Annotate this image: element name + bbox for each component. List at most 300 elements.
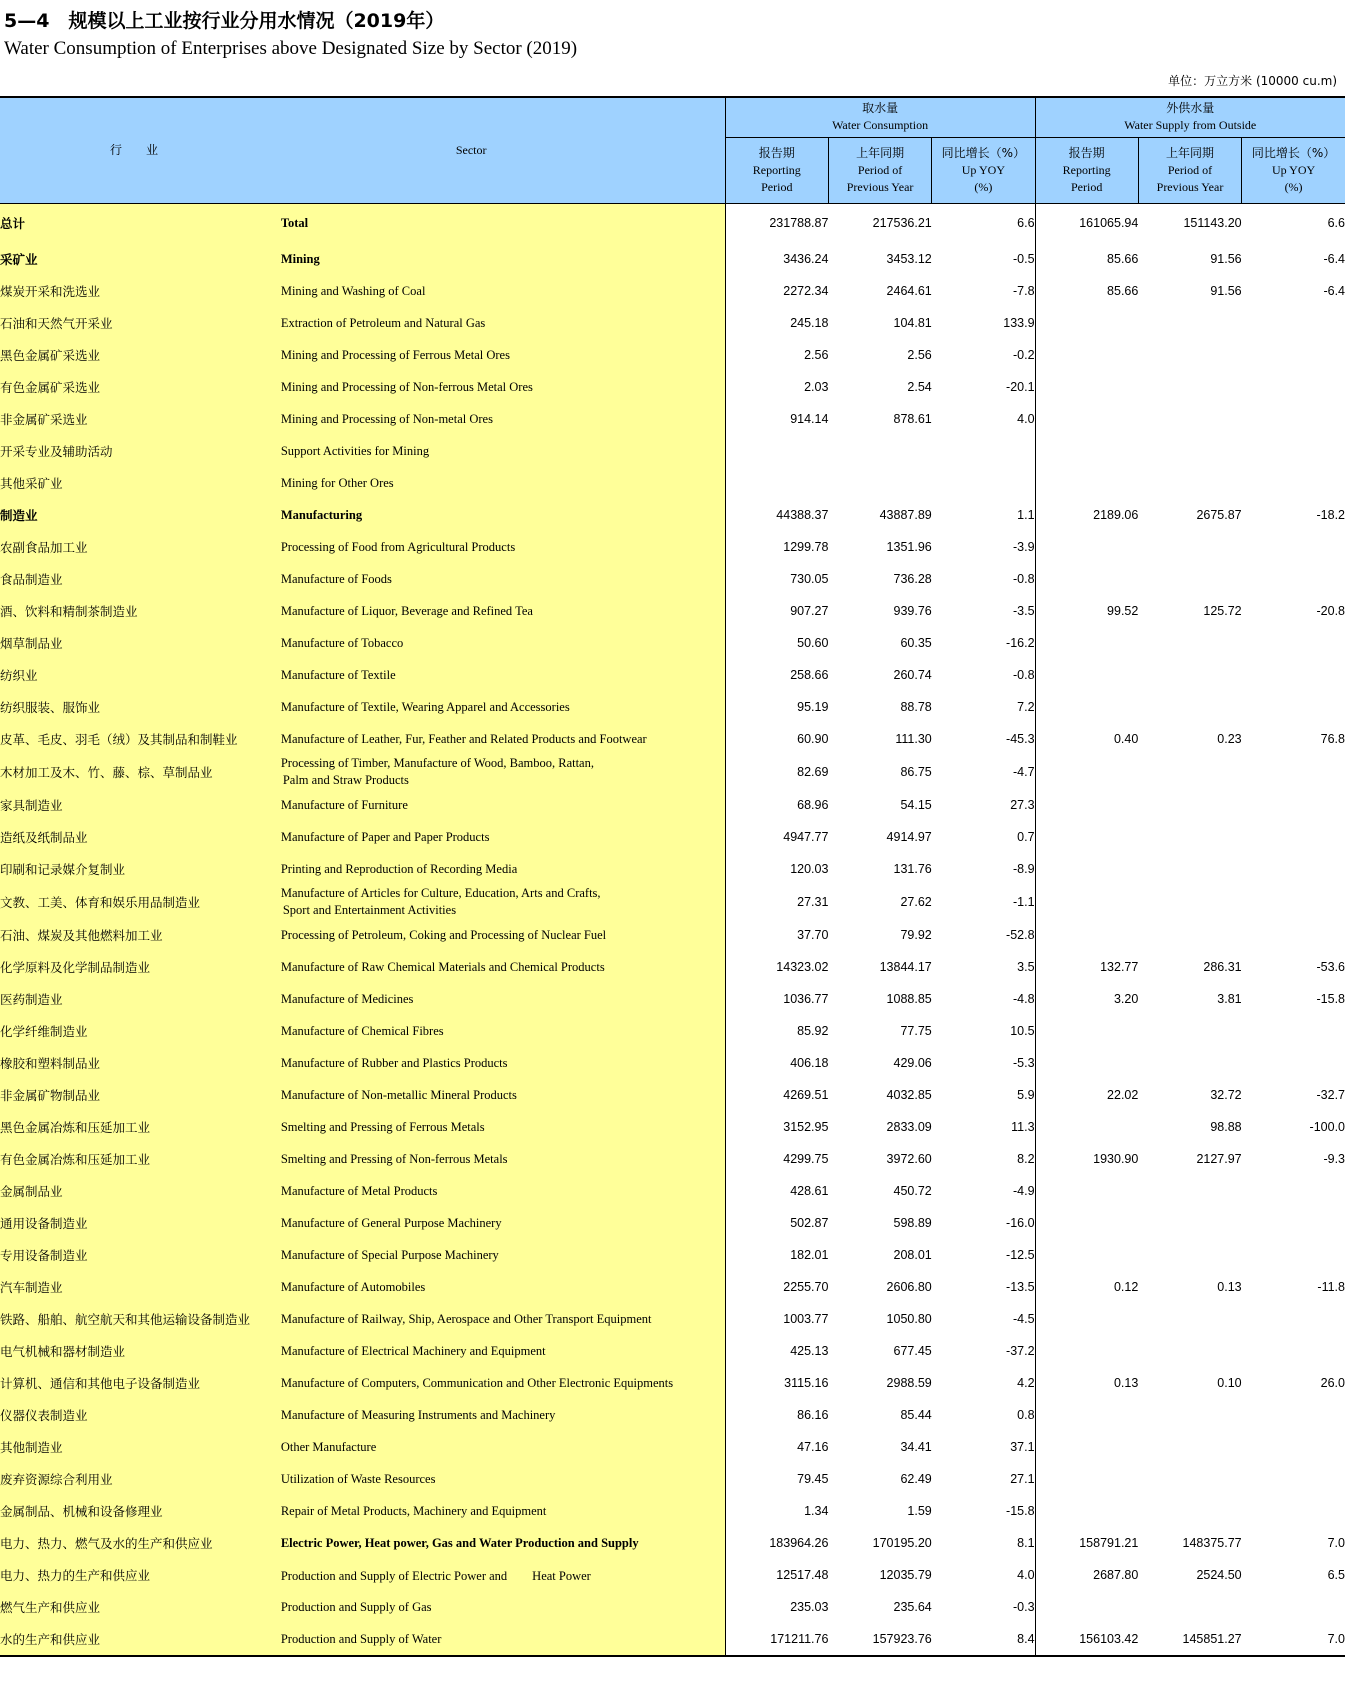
water-supply-reporting-cell: 132.77 — [1035, 951, 1138, 983]
water-consumption-previous-cell: 104.81 — [893, 316, 932, 330]
water-supply-yoy-cell — [1242, 1495, 1345, 1527]
table-row — [0, 1623, 1345, 1656]
water-supply-reporting-cell — [1035, 1495, 1138, 1527]
water-supply-previous-cell: 151143.20 — [1183, 216, 1242, 231]
water-consumption-yoy-cell: 27.3 — [1010, 798, 1035, 812]
water-supply-previous-cell — [1138, 755, 1241, 789]
header-sector-cn: 行 业 — [0, 97, 281, 203]
sector-name-cn: 纺织服装、服饰业 — [0, 691, 281, 723]
water-supply-previous-cell — [1138, 403, 1241, 435]
sector-name-en: Repair of Metal Products, Machinery and Equipment — [281, 1495, 725, 1527]
water-consumption-reporting-cell: 68.96 — [725, 789, 828, 821]
sector-name-en: Production and Supply of Electric Power and Heat Power — [281, 1559, 725, 1591]
water-supply-yoy-cell: -6.4 — [1323, 252, 1345, 266]
water-consumption-previous-cell: 77.75 — [900, 1024, 932, 1038]
water-consumption-reporting-cell: 231788.87 — [725, 203, 828, 243]
water-supply-previous-cell — [1138, 307, 1241, 339]
water-supply-yoy-cell — [1242, 1335, 1345, 1367]
water-supply-reporting-cell — [1035, 563, 1138, 595]
sector-name-cn: 印刷和记录媒介复制业 — [0, 853, 281, 885]
water-consumption-reporting-cell: 44388.37 — [725, 499, 828, 531]
water-consumption-yoy-cell: 0.7 — [1017, 830, 1035, 844]
sector-name-en: Manufacturing — [281, 499, 725, 531]
water-supply-reporting-cell: 22.02 — [1035, 1079, 1138, 1111]
water-supply-reporting-cell: 85.66 — [1035, 243, 1138, 275]
sector-name-en: Manufacture of Chemical Fibres — [281, 1015, 725, 1047]
water-consumption-yoy-cell: -3.9 — [1012, 540, 1035, 554]
water-consumption-previous-cell — [828, 467, 931, 499]
table-row — [0, 789, 1345, 821]
water-consumption-yoy-cell: 5.9 — [1017, 1088, 1035, 1102]
sector-name-en: Processing of Food from Agricultural Products — [281, 531, 725, 563]
sector-name-en: Extraction of Petroleum and Natural Gas — [281, 307, 725, 339]
water-supply-yoy-cell — [1242, 1463, 1345, 1495]
water-supply-yoy-cell: -20.8 — [1316, 604, 1345, 618]
water-supply-previous-cell: 2127.97 — [1196, 1152, 1242, 1166]
water-consumption-previous-cell: 1050.80 — [886, 1312, 932, 1326]
water-supply-reporting-cell — [1035, 1015, 1138, 1047]
sector-name-cn: 化学纤维制造业 — [0, 1015, 281, 1047]
sector-name-en: Mining and Processing of Non-ferrous Metal Ores — [281, 371, 725, 403]
sector-name-cn: 其他采矿业 — [0, 467, 281, 499]
sector-name-cn: 造纸及纸制品业 — [0, 821, 281, 853]
sector-name-cn: 家具制造业 — [0, 789, 281, 821]
water-consumption-previous-cell: 260.74 — [893, 668, 932, 682]
water-supply-yoy-cell — [1242, 435, 1345, 467]
water-supply-previous-cell — [1138, 1495, 1241, 1527]
water-consumption-reporting-cell: 120.03 — [725, 853, 828, 885]
water-supply-reporting-cell: 0.12 — [1035, 1271, 1138, 1303]
table-row — [0, 1239, 1345, 1271]
water-supply-reporting-cell — [1035, 691, 1138, 723]
water-consumption-previous-cell: 598.89 — [893, 1216, 932, 1230]
water-supply-previous-cell — [1138, 853, 1241, 885]
water-consumption-reporting-cell: 4299.75 — [725, 1143, 828, 1175]
sector-name-en-line1: Processing of Timber, Manufacture of Wood, Bamboo, Rattan, — [280, 756, 594, 770]
sector-name-en: Manufacture of Special Purpose Machinery — [281, 1239, 725, 1271]
water-consumption-previous-cell: 736.28 — [893, 572, 932, 586]
sector-name-en: Manufacture of Leather, Fur, Feather and Related Products and Footwear — [281, 723, 725, 755]
water-consumption-yoy-cell: 6.6 — [1017, 216, 1035, 231]
water-consumption-yoy-cell: -7.8 — [1012, 284, 1035, 298]
water-supply-previous-cell — [1138, 435, 1241, 467]
water-consumption-reporting-cell: 95.19 — [725, 691, 828, 723]
water-consumption-reporting-cell: 183964.26 — [725, 1527, 828, 1559]
water-consumption-yoy-cell: -0.8 — [1012, 668, 1035, 682]
water-supply-yoy-cell — [1242, 627, 1345, 659]
sector-name-cn: 金属制品业 — [0, 1175, 281, 1207]
water-consumption-previous-cell: 86.75 — [900, 765, 932, 779]
sector-name-en-line1: Manufacture of Articles for Culture, Education, Arts and Crafts, — [280, 886, 601, 900]
water-consumption-reporting-cell: 1036.77 — [725, 983, 828, 1015]
water-consumption-previous-cell: 677.45 — [893, 1344, 932, 1358]
water-consumption-reporting-cell: 406.18 — [725, 1047, 828, 1079]
water-consumption-previous-cell: 4914.97 — [886, 830, 932, 844]
table-row — [0, 1303, 1345, 1335]
water-supply-previous-cell: 286.31 — [1203, 960, 1242, 974]
water-consumption-yoy-cell: 133.9 — [1003, 316, 1035, 330]
table-row — [0, 951, 1345, 983]
sector-name-en: Printing and Reproduction of Recording Media — [281, 853, 725, 885]
water-supply-previous-cell: 0.13 — [1217, 1280, 1242, 1294]
sector-name-en: Manufacture of Automobiles — [281, 1271, 725, 1303]
water-consumption-previous-cell: 111.30 — [895, 732, 932, 746]
table-row — [0, 755, 1345, 789]
sector-name-en: Manufacture of Foods — [281, 563, 725, 595]
water-consumption-reporting-cell: 86.16 — [725, 1399, 828, 1431]
water-supply-reporting-cell — [1035, 1431, 1138, 1463]
water-consumption-yoy-cell: -4.8 — [1012, 992, 1035, 1006]
sector-name-en: Smelting and Pressing of Non-ferrous Metals — [281, 1143, 725, 1175]
sector-name-en: Manufacture of Furniture — [281, 789, 725, 821]
water-consumption-yoy-cell: -16.2 — [1006, 636, 1035, 650]
sector-name-cn: 专用设备制造业 — [0, 1239, 281, 1271]
water-supply-reporting-cell — [1035, 1335, 1138, 1367]
water-supply-previous-cell: 145851.27 — [1138, 1623, 1241, 1656]
sector-name-en: Manufacture of Rubber and Plastics Products — [281, 1047, 725, 1079]
sector-name-en: Manufacture of Railway, Ship, Aerospace and Other Transport Equipment — [281, 1303, 725, 1335]
water-supply-yoy-cell: -11.8 — [1317, 1280, 1345, 1294]
water-consumption-previous-cell: 2988.59 — [886, 1376, 932, 1390]
water-consumption-yoy-cell: -37.2 — [1006, 1344, 1035, 1358]
water-consumption-reporting-cell: 47.16 — [725, 1431, 828, 1463]
water-consumption-reporting-cell: 12517.48 — [725, 1559, 828, 1591]
sector-name-cn: 电力、热力的生产和供应业 — [0, 1559, 281, 1591]
sector-name-en: Manufacture of Raw Chemical Materials and Chemical Products — [281, 951, 725, 983]
header-yoy-2: 同比增长（%） Up YOY (%) — [1242, 137, 1345, 203]
water-supply-yoy-cell — [1242, 789, 1345, 821]
table-row — [0, 1271, 1345, 1303]
water-consumption-reporting-cell: 502.87 — [725, 1207, 828, 1239]
table-row — [0, 1463, 1345, 1495]
water-supply-reporting-cell — [1035, 531, 1138, 563]
water-supply-previous-cell: 91.56 — [1210, 284, 1242, 298]
sector-name-cn: 有色金属冶炼和压延加工业 — [0, 1143, 281, 1175]
sector-name-en: Manufacture of Liquor, Beverage and Refined Tea — [281, 595, 725, 627]
table-row — [0, 723, 1345, 755]
water-supply-yoy-cell — [1242, 1239, 1345, 1271]
water-consumption-previous-cell: 3453.12 — [886, 252, 932, 266]
water-consumption-reporting-cell: 1.34 — [725, 1495, 828, 1527]
water-supply-yoy-cell: -6.4 — [1323, 284, 1345, 298]
table-row — [0, 1559, 1345, 1591]
water-supply-reporting-cell: 1930.90 — [1035, 1143, 1138, 1175]
sector-name-en: Support Activities for Mining — [281, 435, 725, 467]
table-row — [0, 1335, 1345, 1367]
water-consumption-reporting-cell: 37.70 — [725, 919, 828, 951]
table-row — [0, 1431, 1345, 1463]
water-consumption-previous-cell: 43887.89 — [879, 508, 932, 522]
water-consumption-reporting-cell: 2255.70 — [725, 1271, 828, 1303]
table-row — [0, 563, 1345, 595]
water-consumption-yoy-cell: -1.1 — [1012, 895, 1035, 909]
water-consumption-previous-cell: 2.56 — [907, 348, 932, 362]
water-consumption-reporting-cell: 730.05 — [725, 563, 828, 595]
sector-name-cn: 文教、工美、体育和娱乐用品制造业 — [0, 885, 281, 919]
water-consumption-previous-cell — [828, 435, 931, 467]
sector-name-en: Mining for Other Ores — [281, 467, 725, 499]
header-sector-en: Sector — [281, 97, 725, 203]
water-consumption-reporting-cell: 2.03 — [725, 371, 828, 403]
table-row — [0, 1175, 1345, 1207]
sector-name-en: Processing of Petroleum, Coking and Processing of Nuclear Fuel — [281, 919, 725, 951]
water-supply-reporting-cell — [1035, 659, 1138, 691]
water-consumption-yoy-cell: 4.0 — [1017, 1568, 1035, 1582]
water-supply-previous-cell — [1138, 339, 1241, 371]
water-supply-previous-cell — [1138, 531, 1241, 563]
water-consumption-reporting-cell: 907.27 — [725, 595, 828, 627]
water-supply-yoy-cell — [1242, 1207, 1345, 1239]
water-consumption-reporting-cell: 182.01 — [725, 1239, 828, 1271]
sector-name-cn: 煤炭开采和洗选业 — [0, 275, 281, 307]
water-supply-yoy-cell — [1242, 853, 1345, 885]
water-consumption-previous-cell: 12035.79 — [879, 1568, 932, 1582]
table-row — [0, 983, 1345, 1015]
water-supply-previous-cell — [1138, 1591, 1241, 1623]
sector-name-cn: 燃气生产和供应业 — [0, 1591, 281, 1623]
sector-name-en: Total — [281, 203, 725, 243]
water-consumption-yoy-cell — [932, 435, 1035, 467]
water-consumption-yoy-cell: 10.5 — [1010, 1024, 1035, 1038]
water-supply-reporting-cell — [1035, 755, 1138, 789]
water-consumption-reporting-cell: 428.61 — [725, 1175, 828, 1207]
sector-name-en: Manufacture of Measuring Instruments and Machinery — [281, 1399, 725, 1431]
header-previous-year-1: 上年同期 Period of Previous Year — [828, 137, 931, 203]
header-water-consumption: 取水量 Water Consumption — [725, 97, 1035, 137]
water-supply-previous-cell: 0.10 — [1217, 1376, 1242, 1390]
water-consumption-yoy-cell: 0.8 — [1017, 1408, 1035, 1422]
water-supply-reporting-cell: 0.40 — [1035, 723, 1138, 755]
water-supply-previous-cell — [1138, 821, 1241, 853]
table-row — [0, 1079, 1345, 1111]
sector-name-en: Manufacture of Computers, Communication and Other Electronic Equipments — [281, 1367, 725, 1399]
water-consumption-yoy-cell: 8.1 — [1017, 1536, 1035, 1550]
water-supply-reporting-cell — [1035, 1399, 1138, 1431]
water-consumption-reporting-cell: 245.18 — [725, 307, 828, 339]
table-row — [0, 1591, 1345, 1623]
water-supply-previous-cell — [1138, 1015, 1241, 1047]
sector-name-en: Manufacture of Tobacco — [281, 627, 725, 659]
water-consumption-yoy-cell: -0.8 — [1012, 572, 1035, 586]
water-supply-previous-cell — [1138, 1463, 1241, 1495]
water-consumption-previous-cell: 4032.85 — [886, 1088, 932, 1102]
water-consumption-previous-cell: 131.76 — [893, 862, 932, 876]
water-supply-reporting-cell — [1035, 885, 1138, 919]
sector-name-cn: 废弃资源综合利用业 — [0, 1463, 281, 1495]
sector-name-cn: 电气机械和器材制造业 — [0, 1335, 281, 1367]
sector-name-en — [281, 885, 725, 919]
water-consumption-yoy-cell: -13.5 — [1006, 1280, 1035, 1294]
sector-name-en: Manufacture of General Purpose Machinery — [281, 1207, 725, 1239]
water-supply-previous-cell — [1138, 563, 1241, 595]
water-consumption-previous-cell: 429.06 — [893, 1056, 932, 1070]
water-supply-reporting-cell — [1035, 1175, 1138, 1207]
water-consumption-reporting-cell: 85.92 — [725, 1015, 828, 1047]
sector-name-cn: 黑色金属矿采选业 — [0, 339, 281, 371]
water-supply-previous-cell — [1138, 659, 1241, 691]
water-supply-previous-cell — [1138, 1207, 1241, 1239]
water-supply-yoy-cell — [1242, 1015, 1345, 1047]
sector-name-cn: 制造业 — [0, 499, 281, 531]
water-consumption-previous-cell: 34.41 — [900, 1440, 932, 1454]
water-consumption-reporting-cell: 171211.76 — [725, 1623, 828, 1656]
water-supply-reporting-cell — [1035, 1591, 1138, 1623]
water-consumption-previous-cell: 208.01 — [893, 1248, 932, 1262]
water-consumption-yoy-cell: -16.0 — [1006, 1216, 1035, 1230]
water-consumption-previous-cell: 13844.17 — [879, 960, 932, 974]
header-previous-year-2: 上年同期 Period of Previous Year — [1138, 137, 1241, 203]
table-row — [0, 595, 1345, 627]
water-consumption-reporting-cell: 1003.77 — [725, 1303, 828, 1335]
water-consumption-yoy-cell: -15.8 — [1006, 1504, 1035, 1518]
water-supply-reporting-cell — [1035, 307, 1138, 339]
water-supply-yoy-cell — [1242, 1591, 1345, 1623]
sector-name-cn: 食品制造业 — [0, 563, 281, 595]
water-supply-reporting-cell — [1035, 339, 1138, 371]
sector-name-en: Manufacture of Electrical Machinery and Equipment — [281, 1335, 725, 1367]
water-consumption-reporting-cell — [725, 435, 828, 467]
sector-name-en: Utilization of Waste Resources — [281, 1463, 725, 1495]
sector-name-cn: 计算机、通信和其他电子设备制造业 — [0, 1367, 281, 1399]
water-supply-yoy-cell — [1242, 1175, 1345, 1207]
water-supply-previous-cell — [1138, 1303, 1241, 1335]
table-row — [0, 1495, 1345, 1527]
water-supply-reporting-cell — [1035, 1207, 1138, 1239]
sector-name-cn: 石油和天然气开采业 — [0, 307, 281, 339]
sector-name-en — [281, 755, 725, 789]
sector-name-en-line2: Sport and Entertainment Activities — [282, 903, 457, 917]
water-consumption-reporting-cell: 2272.34 — [725, 275, 828, 307]
water-supply-reporting-cell: 99.52 — [1035, 595, 1138, 627]
sector-name-cn: 总计 — [0, 203, 281, 243]
water-consumption-yoy-cell: 8.4 — [932, 1623, 1035, 1656]
water-consumption-previous-cell: 235.64 — [893, 1600, 932, 1614]
water-consumption-yoy-cell: -8.9 — [1012, 862, 1035, 876]
water-consumption-previous-cell: 878.61 — [893, 412, 932, 426]
table-row — [0, 275, 1345, 307]
sector-name-cn: 采矿业 — [0, 243, 281, 275]
water-consumption-previous-cell: 1088.85 — [886, 992, 932, 1006]
water-consumption-yoy-cell: -5.3 — [1012, 1056, 1035, 1070]
table-row — [0, 371, 1345, 403]
water-supply-previous-cell: 3.81 — [1217, 992, 1242, 1006]
sector-name-cn: 木材加工及木、竹、藤、棕、草制品业 — [0, 755, 281, 789]
water-supply-reporting-cell: 161065.94 — [1035, 203, 1138, 243]
sector-name-cn: 水的生产和供应业 — [0, 1623, 281, 1656]
water-supply-yoy-cell: 26.0 — [1320, 1376, 1345, 1390]
water-consumption-reporting-cell: 4269.51 — [725, 1079, 828, 1111]
sector-name-cn: 石油、煤炭及其他燃料加工业 — [0, 919, 281, 951]
water-consumption-reporting-cell: 914.14 — [725, 403, 828, 435]
water-consumption-previous-cell: 2606.80 — [886, 1280, 932, 1294]
table-row — [0, 659, 1345, 691]
sector-name-en: Smelting and Pressing of Ferrous Metals — [281, 1111, 725, 1143]
water-supply-previous-cell — [1138, 1239, 1241, 1271]
water-consumption-previous-cell: 54.15 — [900, 798, 932, 812]
water-supply-yoy-cell — [1242, 691, 1345, 723]
table-row — [0, 203, 1345, 243]
water-supply-yoy-cell — [1242, 307, 1345, 339]
water-supply-reporting-cell: 158791.21 — [1035, 1527, 1138, 1559]
water-supply-previous-cell — [1138, 789, 1241, 821]
water-supply-reporting-cell: 85.66 — [1035, 275, 1138, 307]
water-supply-reporting-cell — [1035, 1239, 1138, 1271]
water-supply-yoy-cell — [1242, 339, 1345, 371]
water-supply-reporting-cell: 2189.06 — [1035, 499, 1138, 531]
sector-name-en-line2: Palm and Straw Products — [282, 773, 409, 787]
water-consumption-reporting-cell: 3152.95 — [725, 1111, 828, 1143]
water-consumption-previous-cell: 85.44 — [900, 1408, 932, 1422]
water-consumption-yoy-cell: -4.9 — [1012, 1184, 1035, 1198]
table-row — [0, 1143, 1345, 1175]
water-supply-yoy-cell: 6.6 — [1327, 216, 1345, 231]
water-consumption-reporting-cell: 235.03 — [725, 1591, 828, 1623]
water-supply-yoy-cell — [1242, 659, 1345, 691]
water-supply-reporting-cell: 156103.42 — [1035, 1623, 1138, 1656]
water-supply-reporting-cell — [1035, 403, 1138, 435]
water-supply-reporting-cell — [1035, 627, 1138, 659]
water-supply-previous-cell: 91.56 — [1210, 252, 1242, 266]
water-consumption-previous-cell: 62.49 — [900, 1472, 932, 1486]
water-supply-previous-cell: 98.88 — [1210, 1120, 1242, 1134]
water-consumption-yoy-cell: -0.5 — [1012, 252, 1035, 266]
water-consumption-yoy-cell: 4.2 — [1017, 1376, 1035, 1390]
water-supply-reporting-cell — [1035, 467, 1138, 499]
water-consumption-yoy-cell: 4.0 — [1017, 412, 1035, 426]
water-supply-yoy-cell — [1242, 919, 1345, 951]
water-supply-reporting-cell — [1035, 853, 1138, 885]
table-row — [0, 243, 1345, 275]
sector-name-cn: 酒、饮料和精制茶制造业 — [0, 595, 281, 627]
table-title-en: Water Consumption of Enterprises above Designated Size by Sector (2019) — [4, 38, 578, 59]
sector-name-en: Manufacture of Metal Products — [281, 1175, 725, 1207]
water-consumption-yoy-cell: -0.2 — [1012, 348, 1035, 362]
water-consumption-reporting-cell: 3436.24 — [725, 243, 828, 275]
water-supply-reporting-cell — [1035, 435, 1138, 467]
water-consumption-previous-cell: 939.76 — [893, 604, 932, 618]
water-consumption-previous-cell: 1.59 — [907, 1504, 932, 1518]
sector-name-cn: 烟草制品业 — [0, 627, 281, 659]
sector-name-en: Electric Power, Heat power, Gas and Water Production and Supply — [281, 1527, 725, 1559]
water-supply-previous-cell — [1138, 691, 1241, 723]
water-supply-yoy-cell — [1242, 755, 1345, 789]
sector-name-en: Mining and Processing of Ferrous Metal Ores — [281, 339, 725, 371]
water-supply-yoy-cell — [1242, 1047, 1345, 1079]
unit-label: 单位：万立方米 (10000 cu.m) — [1168, 74, 1337, 88]
table-row — [0, 1047, 1345, 1079]
water-consumption-reporting-cell: 14323.02 — [725, 951, 828, 983]
water-consumption-yoy-cell: 8.2 — [1017, 1152, 1035, 1166]
water-supply-reporting-cell — [1035, 1303, 1138, 1335]
table-row — [0, 691, 1345, 723]
water-consumption-reporting-cell: 50.60 — [725, 627, 828, 659]
sector-name-cn: 皮革、毛皮、羽毛（绒）及其制品和制鞋业 — [0, 723, 281, 755]
sector-name-cn: 医药制造业 — [0, 983, 281, 1015]
water-supply-yoy-cell — [1242, 371, 1345, 403]
water-supply-previous-cell — [1138, 1047, 1241, 1079]
water-consumption-previous-cell: 217536.21 — [872, 216, 932, 231]
water-supply-yoy-cell — [1242, 1431, 1345, 1463]
water-consumption-yoy-cell: -0.3 — [1012, 1600, 1035, 1614]
water-consumption-yoy-cell: -52.8 — [1006, 928, 1035, 942]
table-row — [0, 1015, 1345, 1047]
water-consumption-yoy-cell: 37.1 — [1010, 1440, 1035, 1454]
water-supply-yoy-cell — [1242, 467, 1345, 499]
sector-name-cn: 电力、热力、燃气及水的生产和供应业 — [0, 1527, 281, 1559]
table-row — [0, 1527, 1345, 1559]
water-supply-previous-cell: 0.23 — [1217, 732, 1242, 746]
water-supply-yoy-cell — [1242, 1303, 1345, 1335]
